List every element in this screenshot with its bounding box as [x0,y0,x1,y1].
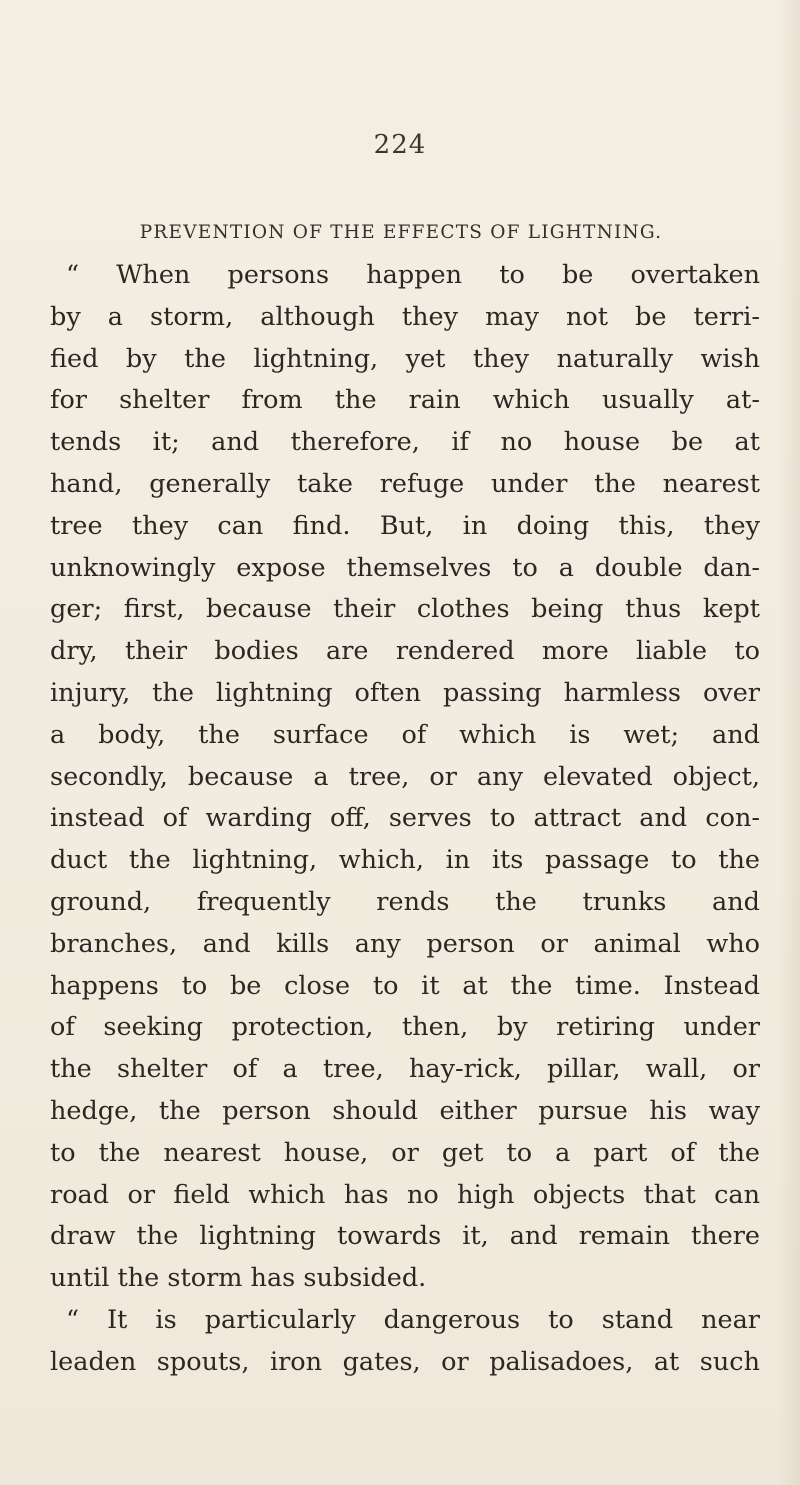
text-line: “ It is particularly dangerous to stand near [66,1304,760,1335]
text-line: “ When persons happen to be overtaken [66,260,760,290]
text-line: instead of warding off, serves to attract and con- [50,803,760,834]
text-line: road or field which has no high objects that can [50,1179,760,1210]
text-line: ger; first, because their clothes being thus kept [50,594,760,625]
text-line: a body, the surface of which is wet; and [50,719,760,750]
text-line: unknowingly expose themselves to a double dan- [50,552,760,583]
text-line: ground, frequently rends the trunks and [50,886,760,917]
text-line: tends it; and therefore, if no house be at [50,427,760,458]
text-line: tree they can find. But, in doing this, they [50,510,760,541]
page-number: 224 [373,130,427,160]
text-line: fied by the lightning, yet they naturally wish [50,343,760,374]
text-line: duct the lightning, which, in its passage to the [50,845,760,876]
page-edge-shadow [778,0,800,1485]
text-line: for shelter from the rain which usually at- [50,385,760,416]
text-line: injury, the lightning often passing harmless over [50,677,760,708]
text-line: happens to be close to it at the time. Instead [50,970,760,1001]
text-line: of seeking protection, then, by retiring under [50,1012,760,1043]
text-line: dry, their bodies are rendered more liable to [50,636,760,667]
text-line: the shelter of a tree, hay-rick, pillar, wall, or [50,1054,760,1085]
text-line: hedge, the person should either pursue his way [50,1095,760,1126]
text-line: branches, and kills any person or animal who [50,928,760,959]
text-line: draw the lightning towards it, and remain there [50,1221,760,1252]
text-line: until the storm has subsided. [50,1263,427,1294]
text-line: hand, generally take refuge under the nearest [50,468,760,499]
body-text [50,255,760,1384]
text-line: by a storm, although they may not be terri- [50,301,760,332]
text-line: leaden spouts, iron gates, or palisadoes, at such [50,1346,760,1377]
text-line: secondly, because a tree, or any elevated object, [50,761,760,792]
running-head: PREVENTION OF THE EFFECTS OF LIGHTNING. [139,222,663,243]
text-line: to the nearest house, or get to a part of the [50,1137,760,1168]
